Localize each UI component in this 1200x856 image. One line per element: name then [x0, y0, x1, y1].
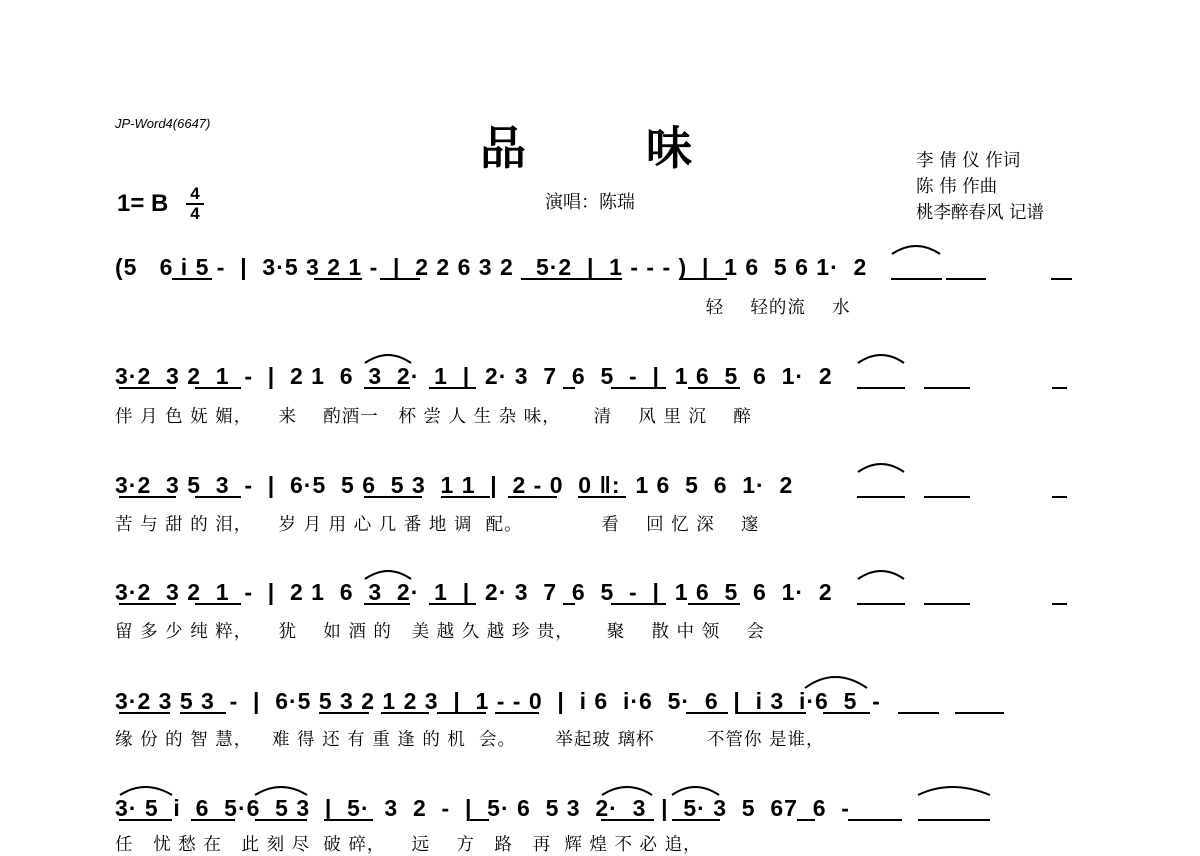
slur-row-2-b [858, 355, 904, 363]
slur-row-3 [858, 464, 904, 472]
notes-row-6: 3· 5 i 6 5·6 5 3 | 5· 3 2 - | 5· 6 5 3 2· 3 | 5· 3 5 67 6 - [115, 795, 850, 821]
notes-row-1: (5 6 i 5 - | 3·5 3 2 1 - | 2 2 6 3 2 5·2 | 1 - - - ) | 1 6 5 6 1· 2 [115, 254, 868, 280]
lyrics-row-5: 缘 份 的 智 慧， 难 得 还 有 重 逢 的 机 会。 举起玻 璃杯 不管你 是谁， [115, 730, 825, 750]
lyrics-row-6: 任 忧 愁 在 此 刻 尽 破 碎， 远 方 路 再 辉 煌 不 必 追， [115, 835, 702, 855]
song-title: 品味 [480, 121, 812, 175]
lyricist-credit: 李 倩 仪 作词 [916, 151, 1021, 171]
slur-row-1 [892, 246, 940, 254]
slur-row-4-a [365, 571, 411, 579]
credits-block [916, 148, 1044, 226]
lyrics-row-3: 苦 与 甜 的 泪， 岁 月 用 心 几 番 地 调 配。 看 回 忆 深 邃 [115, 515, 760, 535]
singer-credit: 演唱：陈瑞 [545, 192, 635, 213]
composer-credit: 陈 伟 作曲 [916, 177, 998, 197]
transcriber-credit: 桃李醉春风 记谱 [916, 203, 1045, 223]
notes-row-2: 3·2 3 2 1 - | 2 1 6 3 2· 1 | 2· 3 7 6 5 - | 1 6 5 6 1· 2 [115, 363, 833, 389]
time-signature-top: 4 [190, 184, 200, 203]
lyrics-row-4: 留 多 少 纯 粹， 犹 如 酒 的 美 越 久 越 珍 贵， 聚 散 中 领 会 [115, 622, 765, 642]
time-signature-bottom: 4 [190, 204, 200, 223]
lyrics-row-1: 轻 轻的流 水 [115, 298, 851, 318]
time-signature [186, 186, 204, 222]
notes-row-4: 3·2 3 2 1 - | 2 1 6 3 2· 1 | 2· 3 7 6 5 - | 1 6 5 6 1· 2 [115, 579, 833, 605]
notes-row-3: 3·2 3 5 3 - | 6·5 5 6 5 3 1 1 | 2 - 0 0 ‖: 1 6 5 6 1· 2 [115, 472, 794, 498]
software-watermark: JP-Word4(6647) [115, 116, 211, 131]
slur-row-6 [120, 787, 990, 795]
slur-row-5 [805, 677, 867, 688]
slur-row-4-b [858, 571, 904, 579]
notes-row-5: 3·2 3 5 3 - | 6·5 5 3 2 1 2 3 | 1 - - 0 | i 6 i·6 5· 6 | i 3 i·6 5 - [115, 688, 881, 714]
key-signature: 1= B [117, 190, 169, 217]
slur-row-2-a [365, 355, 411, 363]
lyrics-row-2: 伴 月 色 妩 媚， 来 酌酒一 杯 尝 人 生 杂 味， 清 风 里 沉 醉 [115, 407, 752, 427]
